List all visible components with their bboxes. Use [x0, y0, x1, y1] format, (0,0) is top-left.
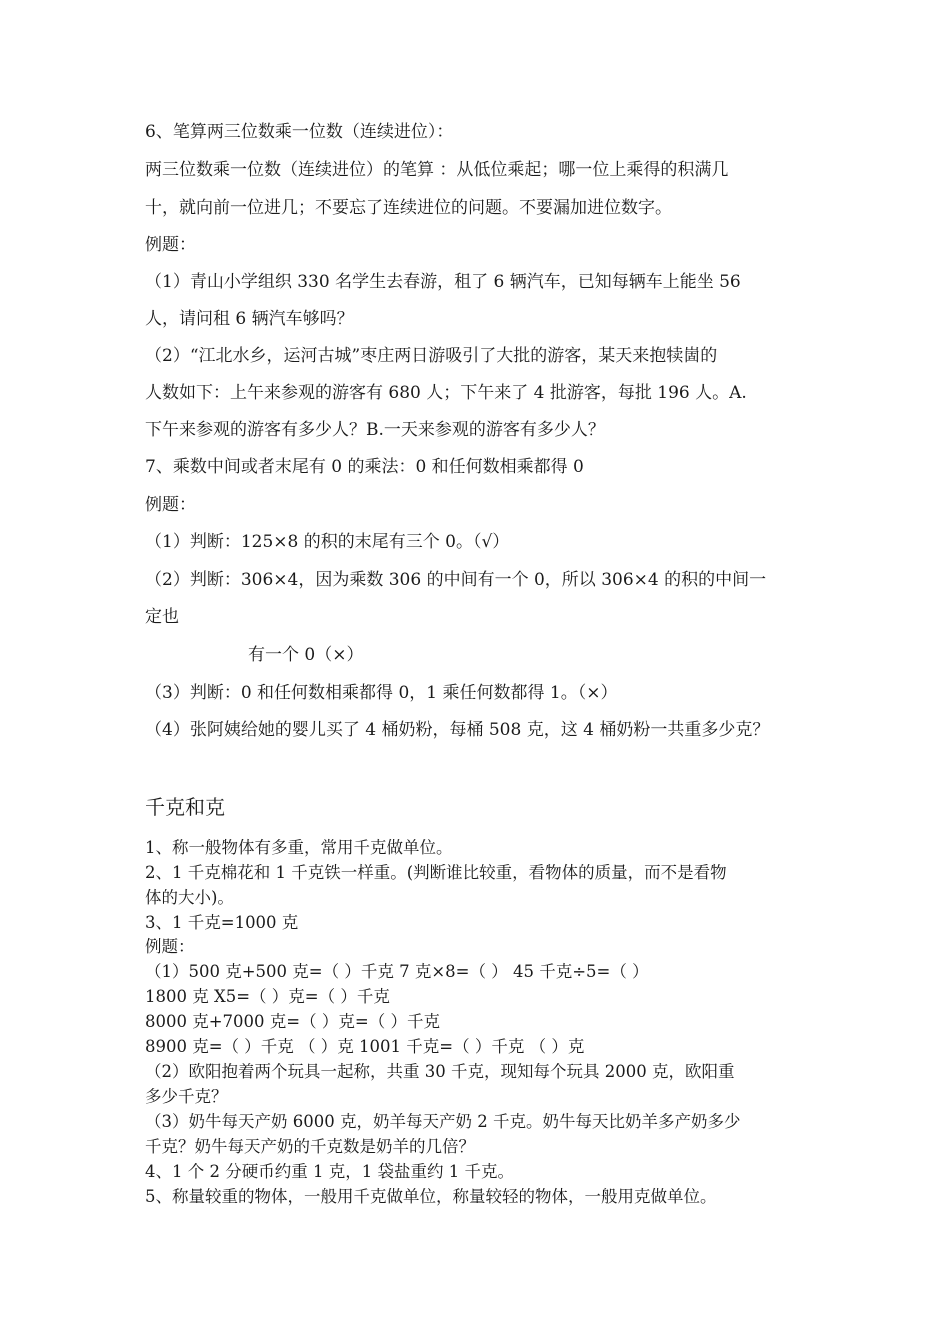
judge-1-line: （1）判断：125×8 的积的末尾有三个 0。（√） — [145, 532, 510, 552]
exercise-1-line: 1800 克 X5=（ ）克=（ ）千克 — [145, 987, 390, 1006]
exercise-3-line: （3）奶牛每天产奶 6000 克，奶羊每天产奶 2 千克。奶牛每天比奶羊多产奶多少 — [145, 1112, 741, 1131]
point-5-line: 5、称量较重的物体，一般用千克做单位，称量较轻的物体，一般用克做单位。 — [145, 1187, 717, 1206]
point-2-line: 2、1 千克棉花和 1 千克铁一样重。(判断谁比较重，看物体的质量，而不是看物 — [145, 863, 727, 882]
point-1-line: 1、称一般物体有多重，常用千克做单位。 — [145, 838, 453, 857]
judge-3-line: （3）判断：0 和任何数相乘都得 0，1 乘任何数都得 1。（×） — [145, 683, 618, 703]
exercise-1-line: 8000 克+7000 克=（ ）克=（ ）千克 — [145, 1012, 440, 1031]
example-label: 例题： — [145, 937, 195, 956]
section-title: 千克和克 — [145, 795, 225, 819]
point-3-line: 3、1 千克=1000 克 — [145, 913, 299, 932]
judge-2-line: 有一个 0（×） — [248, 645, 364, 665]
judge-2-line: （2）判断：306×4，因为乘数 306 的中间有一个 0，所以 306×4 的积的中间一 — [145, 570, 767, 590]
point-2-line: 体的大小)。 — [145, 888, 234, 907]
exercise-1-line: 8900 克=（ ）千克 （ ）克 1001 千克=（ ）千克 （ ）克 — [145, 1037, 585, 1056]
paragraph-line: 十，就向前一位进几；不要忘了连续进位的问题。不要漏加进位数字。 — [145, 198, 672, 218]
heading-7: 7、乘数中间或者末尾有 0 的乘法：0 和任何数相乘都得 0 — [145, 457, 584, 477]
example-label: 例题： — [145, 495, 196, 515]
example-label: 例题： — [145, 235, 196, 255]
paragraph-line: 两三位数乘一位数（连续进位）的笔算 ：从低位乘起；哪一位上乘得的积满几 — [145, 160, 729, 180]
heading-6: 6、笔算两三位数乘一位数（连续进位）： — [145, 122, 454, 142]
exercise-2-line: 多少千克？ — [145, 1087, 228, 1106]
example-2-line: 人数如下：上午来参观的游客有 680 人；下午来了 4 批游客，每批 196 人。A. — [145, 383, 747, 403]
example-1-line: （1）青山小学组织 330 名学生去春游，租了 6 辆汽车，已知每辆车上能坐 56 — [145, 272, 741, 292]
example-1-line: 人，请问租 6 辆汽车够吗？ — [145, 309, 354, 329]
point-4-line: 4、1 个 2 分硬币约重 1 克，1 袋盐重约 1 千克。 — [145, 1162, 514, 1181]
exercise-3-line: 千克？奶牛每天产奶的千克数是奶羊的几倍？ — [145, 1137, 475, 1156]
exercise-2-line: （2）欧阳抱着两个玩具一起称，共重 30 千克，现知每个玩具 2000 克，欧阳重 — [145, 1062, 735, 1081]
example-2-line: 下午来参观的游客有多少人？B.一天来参观的游客有多少人？ — [145, 420, 605, 440]
example-2-line: （2）“江北水乡，运河古城”枣庄两日游吸引了大批的游客，某天来抱犊崮的 — [145, 346, 718, 366]
exercise-1-line: （1）500 克+500 克=（ ）千克 7 克×8=（ ） 45 千克÷5=（ ） — [145, 962, 649, 981]
example-4-line: （4）张阿姨给她的婴儿买了 4 桶奶粉，每桶 508 克，这 4 桶奶粉一共重多少克？ — [145, 720, 770, 740]
judge-2-line: 定也 — [145, 607, 179, 627]
